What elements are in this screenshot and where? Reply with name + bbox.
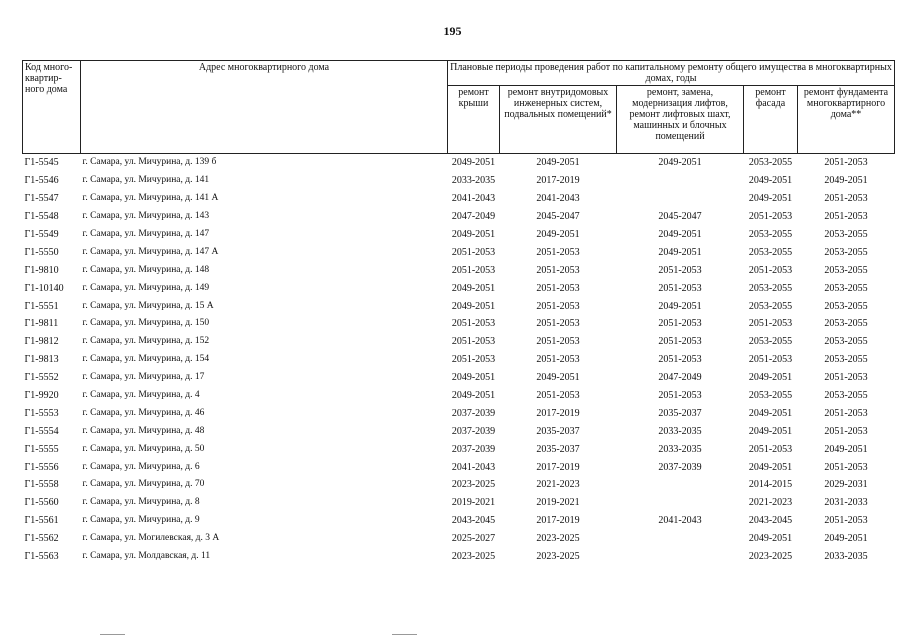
cell-address: г. Самара, ул. Мичурина, д. 6: [82, 461, 200, 472]
table-row: [23, 369, 895, 387]
table-row: [23, 172, 895, 190]
cell-lifts: [617, 548, 744, 566]
cell-facade: 2049-2051: [748, 461, 793, 473]
cell-address: г. Самара, ул. Мичурина, д. 143: [82, 211, 210, 222]
cell-lifts: 2049-2051: [658, 300, 702, 312]
cell-facade: 2051-2053: [748, 443, 793, 455]
cell-code: Г1-5547: [24, 193, 59, 205]
cell-address: г. Самара, ул. Мичурина, д. 139 б: [82, 157, 217, 168]
cell-code: Г1-5562: [24, 533, 59, 545]
cell-address: г. Самара, ул. Мичурина, д. 46: [82, 407, 205, 418]
cell-facade: 2053-2055: [748, 282, 793, 294]
cell-foundation: 2053-2055: [824, 300, 868, 312]
cell-address: г. Самара, ул. Молдавская, д. 11: [82, 551, 211, 562]
cell-lifts: 2051-2053: [658, 282, 702, 294]
cell-roof: 2037-2039: [451, 425, 496, 437]
table-header: [23, 61, 895, 154]
header-address: Адрес многоквартирного дома: [81, 61, 448, 154]
cell-foundation: 2053-2055: [824, 246, 868, 258]
header-systems: ремонт внутридомовых инженерных систем, подвальных помещений*: [500, 86, 617, 154]
cell-systems: 2045-2047: [536, 211, 580, 223]
cell-code: Г1-5555: [24, 443, 59, 455]
cell-foundation: 2031-2033: [824, 497, 868, 509]
cell-code: Г1-5556: [24, 461, 59, 473]
table-row: [23, 333, 895, 351]
cell-code: Г1-5560: [24, 497, 59, 509]
cell-roof: 2049-2051: [451, 157, 496, 169]
cell-code: Г1-10140: [24, 282, 64, 294]
cell-lifts: 2051-2053: [658, 336, 702, 348]
cell-lifts: 2045-2047: [658, 211, 702, 223]
cell-address: г. Самара, ул. Мичурина, д. 148: [82, 264, 210, 275]
table-row: [23, 404, 895, 422]
table-row: [23, 261, 895, 279]
cell-roof: 2051-2053: [451, 318, 496, 330]
table-row: [23, 387, 895, 405]
cell-address: г. Самара, ул. Мичурина, д. 50: [82, 443, 205, 454]
cell-facade: 2049-2051: [748, 407, 793, 419]
cell-code: Г1-9810: [24, 264, 59, 276]
cell-lifts: 2051-2053: [658, 318, 702, 330]
cell-code: Г1-9811: [24, 318, 59, 330]
cell-foundation: 2049-2051: [824, 443, 868, 455]
cell-roof: 2051-2053: [451, 336, 496, 348]
cell-code: Г1-5548: [24, 211, 59, 223]
cell-systems: 2051-2053: [536, 390, 580, 402]
cell-facade: 2053-2055: [748, 300, 793, 312]
cell-foundation: 2053-2055: [824, 390, 868, 402]
cell-lifts: 2051-2053: [658, 354, 702, 366]
cell-code: Г1-5558: [24, 479, 59, 491]
cell-facade: 2023-2025: [748, 551, 793, 563]
cell-code: Г1-5545: [24, 157, 59, 169]
cell-lifts: 2041-2043: [658, 515, 702, 527]
table-row: [23, 476, 895, 494]
cell-address: г. Самара, ул. Мичурина, д. 152: [82, 336, 210, 347]
cell-roof: 2033-2035: [451, 175, 496, 187]
table-row: [23, 351, 895, 369]
cell-code: Г1-5552: [24, 372, 59, 384]
cell-roof: 2051-2053: [451, 354, 496, 366]
cell-facade: 2014-2015: [748, 479, 793, 491]
cell-roof: 2049-2051: [451, 282, 496, 294]
cell-address: г. Самара, ул. Могилевская, д. 3 А: [82, 533, 220, 544]
cell-roof: 2041-2043: [451, 193, 496, 205]
cell-address: г. Самара, ул. Мичурина, д. 154: [82, 354, 210, 365]
cell-address: г. Самара, ул. Мичурина, д. 4: [82, 390, 200, 401]
cell-foundation: 2053-2055: [824, 282, 868, 294]
header-roof: ремонт крыши: [448, 86, 500, 154]
cell-systems: 2017-2019: [536, 407, 580, 419]
cell-code: Г1-5554: [24, 425, 59, 437]
cell-systems: 2049-2051: [536, 157, 580, 169]
cell-lifts: [617, 172, 744, 190]
cell-foundation: 2053-2055: [824, 264, 868, 276]
table-row: [23, 458, 895, 476]
cell-facade: 2021-2023: [748, 497, 793, 509]
cell-foundation: 2051-2053: [824, 193, 868, 205]
cell-roof: 2049-2051: [451, 390, 496, 402]
page-number: 195: [443, 24, 462, 38]
cell-address: г. Самара, ул. Мичурина, д. 141: [82, 175, 210, 186]
cell-roof: 2051-2053: [451, 264, 496, 276]
cell-lifts: 2047-2049: [658, 372, 702, 384]
cell-facade: 2049-2051: [748, 533, 793, 545]
cell-code: Г1-5551: [24, 300, 59, 312]
cell-code: Г1-5553: [24, 407, 59, 419]
table-row: [23, 512, 895, 530]
cell-systems: 2051-2053: [536, 246, 580, 258]
cell-address: г. Самара, ул. Мичурина, д. 48: [82, 425, 205, 436]
cell-lifts: [617, 494, 744, 512]
cell-lifts: 2035-2037: [658, 407, 702, 419]
cell-foundation: 2053-2055: [824, 318, 868, 330]
cell-facade: 2051-2053: [748, 354, 793, 366]
cell-lifts: 2051-2053: [658, 390, 702, 402]
cell-code: Г1-5549: [24, 229, 59, 240]
cell-facade: 2053-2055: [748, 157, 793, 169]
cell-systems: 2021-2023: [536, 479, 580, 491]
cell-facade: 2053-2055: [748, 390, 793, 402]
table-row: [23, 548, 895, 566]
cell-roof: 2023-2025: [451, 551, 496, 563]
cell-systems: 2051-2053: [536, 336, 580, 348]
table-row: [23, 297, 895, 315]
cell-systems: 2041-2043: [536, 193, 580, 205]
cell-systems: 2051-2053: [536, 264, 580, 276]
cell-code: Г1-9813: [24, 354, 59, 366]
cell-address: г. Самара, ул. Мичурина, д. 141 А: [82, 193, 219, 204]
cell-lifts: 2049-2051: [658, 157, 702, 169]
cell-facade: 2053-2055: [748, 246, 793, 258]
cell-systems: 2019-2021: [536, 497, 580, 509]
cell-systems: 2023-2025: [536, 551, 580, 563]
cell-roof: 2049-2051: [451, 372, 496, 384]
header-periods: Плановые периоды проведения работ по капитальному ремонту общего имущества в многоквартирных домах, годы: [448, 61, 895, 86]
cell-foundation: 2051-2053: [824, 211, 868, 223]
cell-address: г. Самара, ул. Мичурина, д. 8: [82, 497, 200, 508]
cell-systems: 2017-2019: [536, 175, 580, 187]
cell-systems: 2023-2025: [536, 533, 580, 545]
cell-code: Г1-9920: [24, 390, 59, 402]
cell-foundation: 2051-2053: [824, 515, 868, 527]
cell-facade: 2051-2053: [748, 264, 793, 276]
table-row: [23, 422, 895, 440]
table-row: [23, 315, 895, 333]
cell-code: Г1-9812: [24, 336, 59, 348]
header-foundation: ремонт фундамента многоквартирного дома**: [798, 86, 895, 154]
table-row: [23, 190, 895, 208]
cell-systems: 2035-2037: [536, 443, 580, 455]
scan-artifact-line: [392, 634, 417, 635]
cell-code: Г1-5550: [24, 246, 59, 258]
table-row: [23, 440, 895, 458]
cell-address: г. Самара, ул. Мичурина, д. 149: [82, 282, 210, 293]
cell-foundation: 2049-2051: [824, 533, 868, 545]
cell-facade: 2043-2045: [748, 515, 793, 527]
cell-foundation: 2051-2053: [824, 461, 868, 473]
cell-systems: 2049-2051: [536, 229, 580, 240]
header-code: Код много-квартир-ного дома: [23, 61, 81, 154]
cell-foundation: 2053-2055: [824, 336, 868, 348]
cell-address: г. Самара, ул. Мичурина, д. 17: [82, 372, 205, 383]
cell-address: г. Самара, ул. Мичурина, д. 147: [82, 229, 210, 239]
table-row: [23, 154, 895, 172]
cell-systems: 2017-2019: [536, 461, 580, 473]
cell-lifts: 2033-2035: [658, 443, 702, 455]
cell-systems: 2051-2053: [536, 318, 580, 330]
cell-code: Г1-5561: [24, 515, 59, 527]
cell-foundation: 2033-2035: [824, 551, 868, 563]
cell-lifts: 2037-2039: [658, 461, 702, 473]
cell-systems: 2051-2053: [536, 354, 580, 366]
cell-systems: 2051-2053: [536, 282, 580, 294]
table-row: [23, 530, 895, 548]
cell-facade: 2051-2053: [748, 211, 793, 223]
cell-systems: 2049-2051: [536, 372, 580, 384]
cell-foundation: 2053-2055: [824, 354, 868, 366]
cell-systems: 2051-2053: [536, 300, 580, 312]
cell-code: Г1-5546: [24, 175, 59, 187]
cell-foundation: 2049-2051: [824, 175, 868, 187]
cell-roof: 2037-2039: [451, 443, 496, 455]
cell-lifts: 2033-2035: [658, 425, 702, 437]
table-row: [23, 494, 895, 512]
cell-lifts: 2049-2051: [658, 246, 702, 258]
cell-systems: 2035-2037: [536, 425, 580, 437]
cell-lifts: [617, 530, 744, 548]
cell-facade: 2053-2055: [748, 336, 793, 348]
capital-repair-table-wrapper: [22, 60, 895, 565]
table-row: [23, 208, 895, 226]
cell-foundation: 2051-2053: [824, 157, 868, 169]
cell-lifts: 2049-2051: [658, 229, 702, 240]
cell-foundation: 2029-2031: [824, 479, 868, 491]
cell-foundation: 2051-2053: [824, 407, 868, 419]
capital-repair-table: [22, 60, 895, 565]
table-row: [23, 279, 895, 297]
table-row: [23, 226, 895, 244]
cell-facade: 2049-2051: [748, 372, 793, 384]
cell-roof: 2047-2049: [451, 211, 496, 223]
table-row: [23, 243, 895, 261]
cell-facade: 2049-2051: [748, 175, 793, 187]
cell-lifts: [617, 190, 744, 208]
cell-facade: 2049-2051: [748, 193, 793, 205]
cell-facade: 2051-2053: [748, 318, 793, 330]
cell-roof: 2025-2027: [451, 533, 496, 545]
cell-roof: 2019-2021: [451, 497, 496, 509]
cell-roof: 2037-2039: [451, 407, 496, 419]
cell-foundation: 2051-2053: [824, 372, 868, 384]
cell-lifts: [617, 476, 744, 494]
cell-roof: 2023-2025: [451, 479, 496, 491]
header-facade: ремонт фасада: [744, 86, 798, 154]
cell-roof: 2041-2043: [451, 461, 496, 473]
cell-roof: 2049-2051: [451, 229, 496, 240]
cell-foundation: 2051-2053: [824, 425, 868, 437]
cell-roof: 2051-2053: [451, 246, 496, 258]
cell-code: Г1-5563: [24, 551, 59, 563]
cell-address: г. Самара, ул. Мичурина, д. 15 А: [82, 300, 214, 311]
cell-address: г. Самара, ул. Мичурина, д. 9: [82, 515, 200, 526]
cell-foundation: 2053-2055: [824, 229, 868, 240]
cell-roof: 2049-2051: [451, 300, 496, 312]
cell-facade: 2049-2051: [748, 425, 793, 437]
cell-facade: 2053-2055: [748, 229, 793, 240]
table-body: [23, 154, 895, 566]
cell-address: г. Самара, ул. Мичурина, д. 147 А: [82, 246, 219, 257]
cell-address: г. Самара, ул. Мичурина, д. 70: [82, 479, 205, 490]
cell-systems: 2017-2019: [536, 515, 580, 527]
cell-address: г. Самара, ул. Мичурина, д. 150: [82, 318, 210, 329]
cell-lifts: 2051-2053: [658, 264, 702, 276]
header-lifts: ремонт, замена, модернизация лифтов, ремонт лифтовых шахт, машинных и блочных помещений: [617, 86, 744, 154]
scan-artifact-line: [100, 634, 125, 635]
cell-roof: 2043-2045: [451, 515, 496, 527]
